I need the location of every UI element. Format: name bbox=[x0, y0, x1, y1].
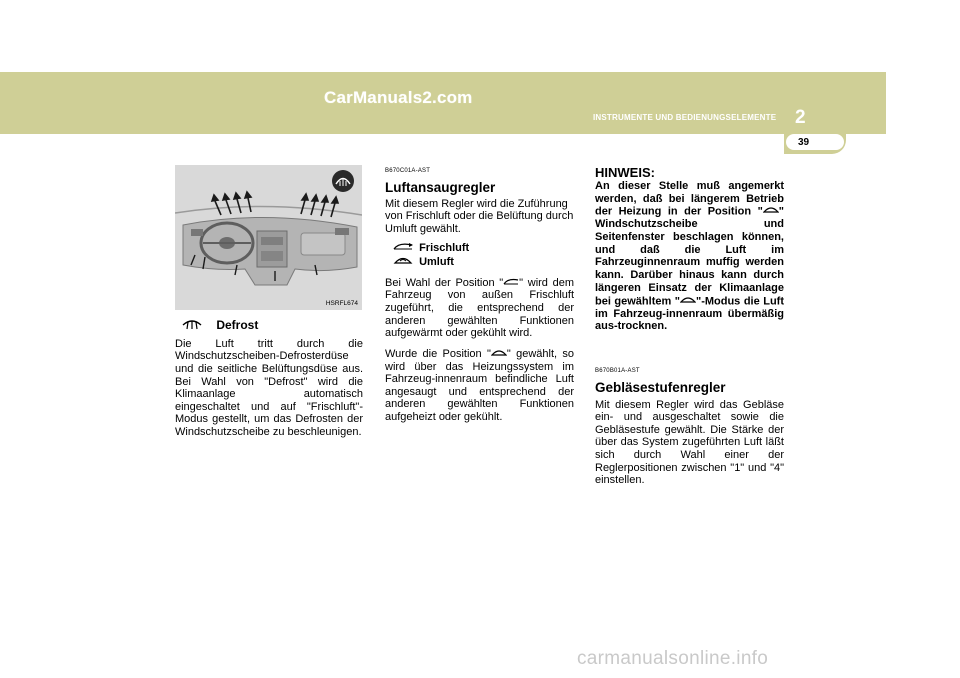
defrost-heading: Defrost bbox=[216, 318, 259, 332]
air-intake-para2: Wurde die Position " " gewählt, so wird über das Heizungssystem im Fahrzeug-innenraum befindliche Luft angesaugt und entsprechend der anderen gewählten Funktionen aufgeheizt oder gekühlt. bbox=[385, 347, 574, 423]
site-title[interactable]: CarManuals2.com bbox=[324, 88, 473, 107]
defrost-heading-row bbox=[175, 317, 363, 334]
image-code: HSRFL674 bbox=[325, 300, 358, 307]
defrost-icon bbox=[181, 318, 203, 334]
air-intake-intro: Mit diesem Regler wird die Zuführung von Frischluft oder die Belüftung durch Umluft gewählt. bbox=[385, 197, 574, 235]
note-title: HINWEIS: bbox=[595, 165, 655, 180]
section-title: INSTRUMENTE UND BEDIENUNGSELEMENTE bbox=[593, 113, 777, 122]
option-fresh-air bbox=[385, 241, 574, 255]
recirculation-icon bbox=[393, 255, 413, 269]
chapter-number: 2 bbox=[795, 107, 806, 128]
note-section bbox=[595, 165, 784, 333]
air-intake-title: Luftansaugregler bbox=[385, 179, 496, 195]
option-fresh-air-label: Frischluft bbox=[419, 242, 470, 255]
blower-code: B670B01A-AST bbox=[595, 368, 640, 374]
page-tab-inner bbox=[786, 134, 844, 150]
fresh-air-icon bbox=[503, 277, 519, 290]
recirculation-icon bbox=[680, 295, 696, 308]
option-recirculation-label: Umluft bbox=[419, 255, 454, 268]
air-intake-code: B670C01A-AST bbox=[385, 168, 431, 174]
air-intake-para1: Bei Wahl der Position " " wird dem Fahrzeug von außen Frischluft zugeführt, die entsprechend der anderen gewählten Funktionen aufgewärmt oder gekühlt wird. bbox=[385, 276, 574, 340]
recirculation-icon bbox=[491, 348, 507, 361]
page-number: 39 bbox=[798, 137, 810, 148]
footer-watermark[interactable]: carmanualsonline.info bbox=[577, 648, 769, 669]
blower-body: Mit diesem Regler wird das Gebläse ein- und ausgeschaltet sowie die Gebläsestufe gewählt. Die Stärke der über das System zugeführten Luft läßt sich durch Wahl einer der Reglerpositionen zwischen "1" und "4" einstellen. bbox=[595, 398, 784, 487]
note-text: An dieser Stelle muß angemerkt werden, daß bei längerem Betrieb der Heizung in der Position " " Windschutzscheibe und Seitenfenster beschlagen können, und daß die Luft im Fahrzeuginnenraum muffig werden kann. Darüber hinaus kann durch längeren Einsatz der Klimaanlage bei gewähltem " "-Modus die Luft im Fahrzeug-innenraum übermäßig aus-trocknen. bbox=[595, 180, 784, 333]
blower-title: Gebläsestufenregler bbox=[595, 379, 726, 395]
fresh-air-icon bbox=[393, 241, 413, 255]
option-recirculation bbox=[385, 255, 574, 269]
defrost-section bbox=[175, 317, 363, 439]
air-intake-section bbox=[385, 165, 574, 424]
recirculation-icon bbox=[763, 205, 779, 218]
defrost-body: Die Luft tritt durch die Windschutzscheiben-Defrosterdüse und die seitliche Belüftungsdüse aus. Bei Wahl von "Defrost" wird die Klimaanlage automatisch eingeschaltet und auf "Frischluft"-Modus gestellt, um das Defrosten der Windschutzscheibe zu beschleunigen. bbox=[175, 337, 363, 438]
dashboard-illustration bbox=[175, 165, 362, 310]
blower-section bbox=[595, 365, 784, 487]
